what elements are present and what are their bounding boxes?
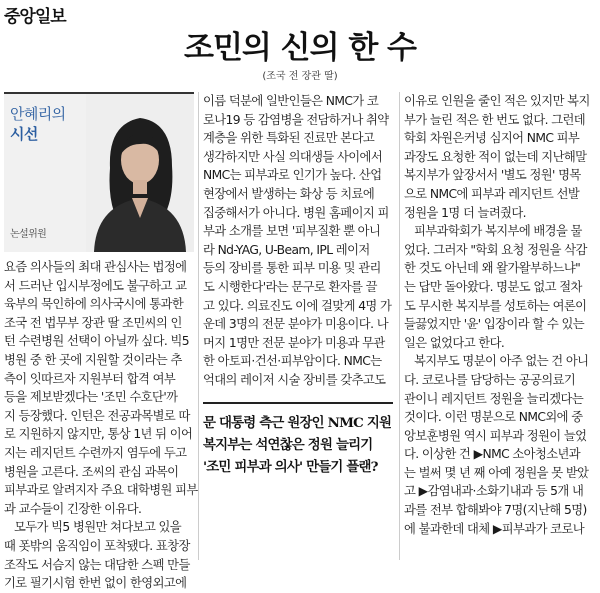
body-text-line: 머지 1명만 전문 분야가 미용과 무관: [203, 335, 385, 350]
body-text-line: 과를 전부 합해봐야 7명(지난해 5명): [404, 503, 587, 518]
body-text-line: 운데 3명의 전문 분야가 미용이다. 나: [203, 317, 388, 332]
body-text-line: 들끓었지만 '윤' 입장이라 할 수 있는: [404, 317, 585, 332]
body-text-line: 조작도 서슴지 않는 대담한 스펙 만들: [4, 557, 190, 572]
body-text-line: 복지부도 명분이 아주 없는 건 아니: [414, 354, 589, 369]
body-text-line: 지 등장했다. 인턴은 전공과목별로 따: [4, 408, 190, 423]
body-text-line: 이유로 인원을 줄인 적은 있지만 복지: [404, 94, 590, 108]
body-text-line: 으로 NMC에 피부과 레지던트 선발: [404, 186, 580, 201]
body-text-line: 과 교수들이 긴장한 이유다.: [4, 501, 142, 516]
body-text-line: 현장에서 발생하는 화상 등 치료에: [203, 186, 375, 201]
body-text-line: 관이니 레지던트 정원을 늘리겠다는: [404, 391, 584, 406]
body-text-line: 한 것도 아닌데 왜 왈가왈부하느냐": [404, 261, 581, 276]
body-text-line: 일은 없었다고 한다.: [404, 335, 505, 350]
body-text-line: 라 Nd-YAG, U-Beam, IPL 레이저: [203, 242, 370, 257]
body-text-line: 한 아토피·건선·피부암이다. NMC는: [203, 354, 382, 369]
article-column-1: [4, 92, 198, 593]
body-text-line: 모두가 빅5 병원만 쳐다보고 있을: [14, 520, 182, 535]
body-text-line: 도 시행한다'라는 문구로 환자를 끌: [203, 279, 377, 294]
body-text-line: 등의 장비를 통한 피부 미용 및 관리: [203, 261, 381, 276]
body-text-line: 앙보훈병원 역시 피부과 정원이 늘었: [404, 428, 587, 443]
body-text-line: 정원을 1명 더 늘려줬다.: [404, 205, 526, 220]
body-text-line: 이름 덕분에 일반인들은 NMC가 코: [203, 94, 379, 108]
body-text-line: 지는 레지던트 수련까지 염두에 두고: [4, 445, 187, 460]
column-name: 시선: [10, 125, 38, 143]
pull-quote-line: 복지부는 석연찮은 정원 늘리기: [203, 436, 373, 453]
body-text-line: 었다. 그러자 "학회 요청 정원을 삭감: [404, 242, 587, 257]
body-text-line: 서 드러난 입시부정에도 불구하고 교: [4, 278, 187, 293]
body-text-line: 고 ▶감염내과·소화기내과 등 5개 내: [404, 484, 584, 499]
body-text-line: 는 벌써 몇 년 째 아예 정원을 못 받았: [404, 465, 589, 480]
body-text-line: 피부과학회가 복지부에 배경을 물: [414, 224, 582, 239]
body-text-line: 억대의 레이저 시술 장비를 갖추고도: [203, 372, 386, 387]
body-text-line: 부가 늘린 적은 한 번도 없다. 그런데: [404, 112, 586, 127]
columnist-photo: [86, 94, 194, 252]
pull-quote-line: '조민 피부과 의사' 만들기 플랜?: [203, 458, 378, 475]
body-text-line: 것이다. 이런 명분으로 NMC외에 중: [404, 410, 583, 425]
body-text-line: 턴 수련병원 선택이 아닐까 싶다. 빅5: [4, 334, 189, 349]
masthead-logo: 중앙일보: [4, 7, 66, 27]
body-text-line: 과장도 요청한 적이 없는데 지난해말: [404, 149, 587, 164]
body-text-line: 조국 전 법무부 장관 딸 조민씨의 인: [4, 315, 182, 330]
headline: 조민의 신의 한 수: [184, 30, 416, 66]
body-text-line: 학회 차원은커녕 심지어 NMC 피부: [404, 131, 580, 146]
body-text-line: 요즘 의사들의 최대 관심사는 법정에: [4, 260, 187, 274]
body-text-line: 때 폿밖의 움직임이 포착됐다. 표창장: [4, 538, 190, 553]
column-2-body: [203, 92, 393, 390]
body-text-line: NMC는 피부과로 인기가 높다. 산업: [203, 168, 382, 183]
pull-quote: [203, 402, 393, 478]
column-divider: [198, 92, 199, 560]
body-text-line: 로나19 등 감염병을 전담하거나 취약: [203, 112, 389, 127]
body-text-line: 등을 제보받겠다는 '조민 수호단'까: [4, 390, 178, 405]
body-text-line: 기로 필기시험 한번 없이 한영외고에: [4, 576, 187, 591]
subheadline: (조국 전 장관 딸): [262, 71, 338, 82]
body-text-line: 로 지원하지 않지만, 통상 1년 뒤 이어: [4, 427, 193, 442]
body-text-line: 측이 잇따르자 지원부터 합격 여부: [4, 371, 176, 386]
body-text-line: 계층을 위한 특화된 진료만 본다고: [203, 131, 375, 146]
body-text-line: 다. 이상한 건 ▶NMC 소아청소년과: [404, 447, 581, 462]
body-text-line: 병원을 고른다. 조씨의 관심 과목이: [4, 464, 179, 479]
body-text-line: 다. 코로나를 담당하는 공공의료기: [404, 372, 576, 387]
body-text-line: 생각하지만 사실 의대생들 사이에서: [203, 149, 383, 164]
article-column-2: [203, 92, 393, 478]
body-text-line: 병원 중 한 곳에 지원할 것이라는 추: [4, 352, 182, 367]
columnist-profile: [4, 92, 194, 252]
body-text-line: 육부의 묵인하에 의사국시에 통과한: [4, 297, 184, 312]
body-text-line: 피부과로 알려지자 주요 대학병원 피부: [4, 483, 198, 498]
columnist-role: 논설위원: [10, 229, 47, 240]
body-text-line: 복지부가 앞장서서 '별도 정원' 명목: [404, 168, 581, 183]
article-column-3: [404, 92, 596, 538]
column-divider: [399, 92, 400, 560]
column-3-body: [404, 92, 596, 538]
body-text-line: 고 있다. 의료진도 이에 걸맞게 4명 가: [203, 298, 392, 313]
body-text-line: 에 불과한데 대체 ▶피부과가 코로나: [404, 521, 584, 536]
body-text-line: 도 무시한 복지부를 성토하는 여론이: [404, 298, 587, 313]
column-series-title: 안혜리의: [10, 105, 66, 123]
body-text-line: 부과 소개를 보면 '피부질환 뿐 아니: [203, 224, 381, 239]
column-1-body: [4, 252, 198, 593]
body-text-line: 는 답만 돌아왔다. 명분도 없고 절차: [404, 279, 582, 294]
pull-quote-line: 문 대통령 측근 원장인 NMC 지원: [203, 414, 392, 431]
body-text-line: 집중해서가 아니다. 병원 홈페이지 피: [203, 205, 389, 220]
